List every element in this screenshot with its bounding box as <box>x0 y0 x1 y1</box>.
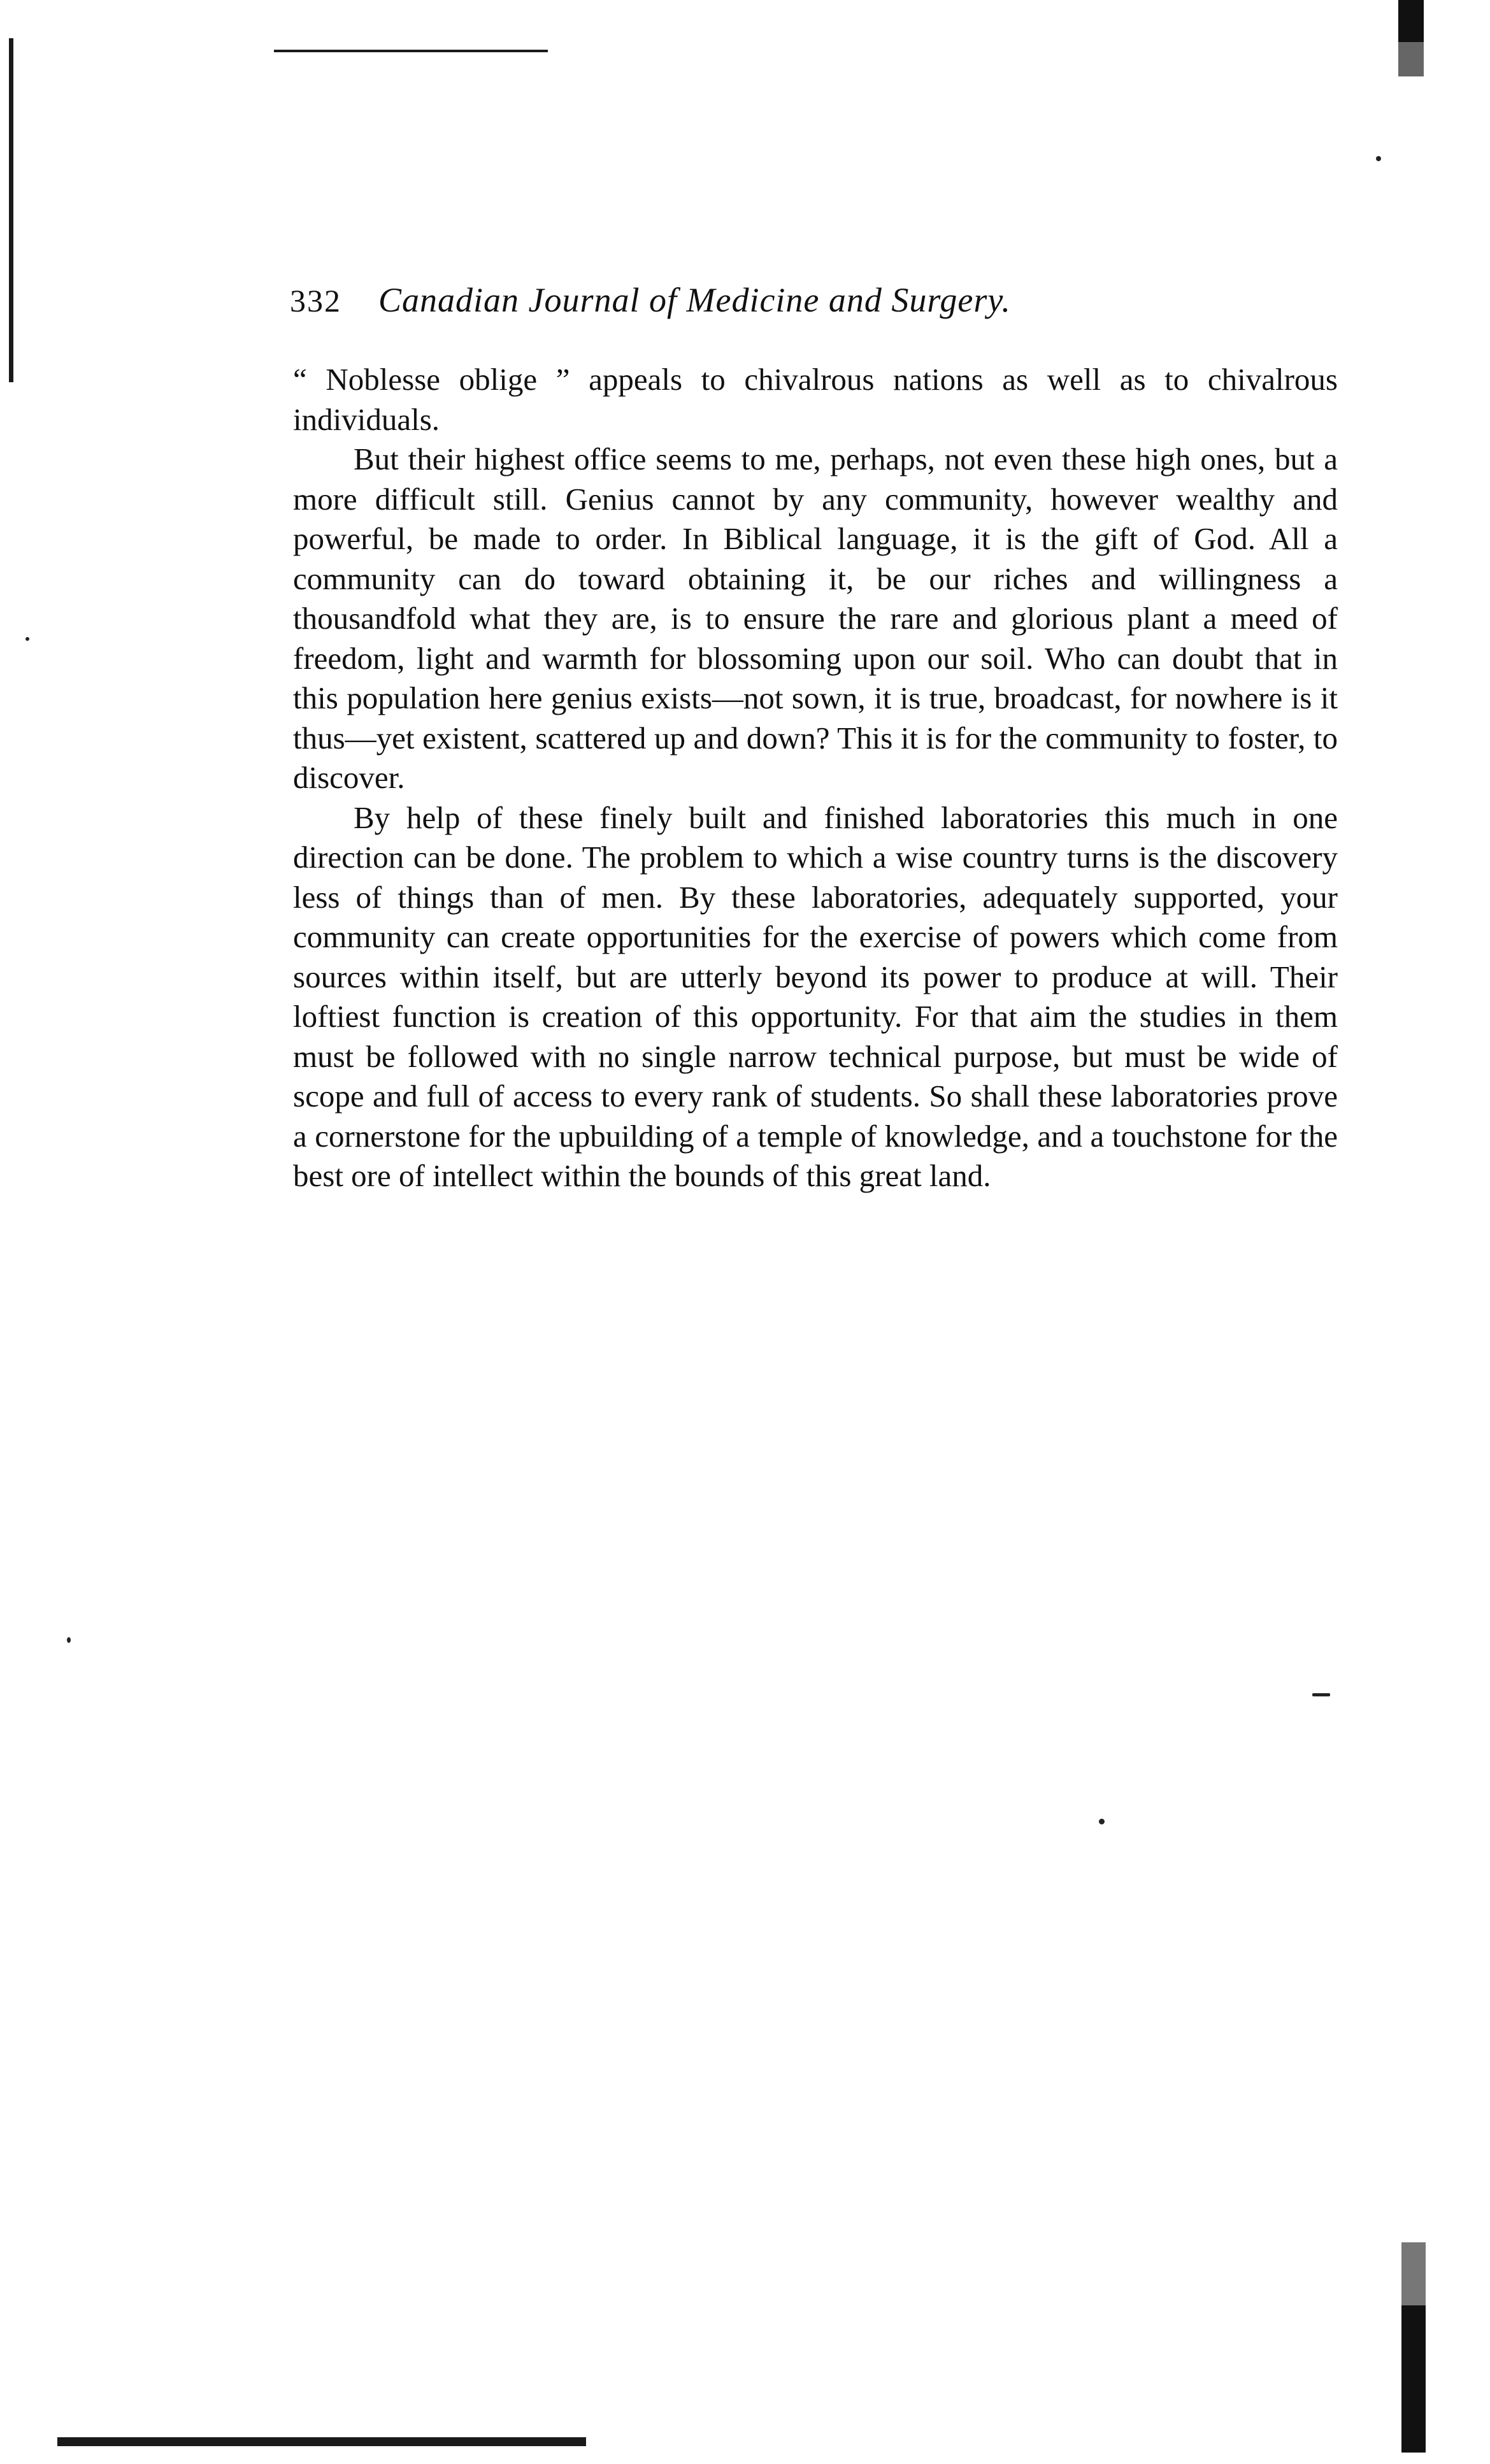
scan-speck <box>25 637 29 641</box>
running-header <box>290 280 1335 331</box>
scan-bottom-rule <box>57 2437 586 2446</box>
scan-speck <box>67 1637 71 1643</box>
scan-edge-mark <box>9 38 13 382</box>
scan-speck <box>1099 1819 1105 1824</box>
scan-binding-shadow-top <box>1398 0 1424 76</box>
paragraph: “ Noblesse oblige ” appeals to chivalrous nations as well as to chivalrous individuals. <box>293 362 1338 437</box>
paragraph: But their highest office seems to me, perhaps, not even these high ones, but a more difficult still. Genius cannot by any community, however wealthy and powerful, be made to order. In Biblical language, it is the gift of God. All a community can do toward obtaining it, be our riches and willingness a thousandfold what they are, is to ensure the rare and glorious plant a meed of freedom, light and warmth for blossoming upon our soil. Who can doubt that in this population here genius exists—not sown, it is true, broadcast, for nowhere is it thus—yet existent, scattered up and down? This it is for the community to foster, to discover. <box>293 441 1338 795</box>
paragraph: By help of these finely built and finished laboratories this much in one direction can be done. The problem to which a wise country turns is the discovery less of things than of men. By these laboratories, adequately supported, your community can create opportunities for the exercise of powers which come from sources within itself, but are utterly beyond its power to produce at will. Their loftiest function is creation of this opportunity. For that aim the studies in them must be followed with no single narrow technical purpose, but must be wide of scope and full of access to every rank of students. So shall these laboratories prove a cornerstone for the upbuilding of a temple of knowledge, and a touchstone for the best ore of intellect within the bounds of this great land. <box>293 799 1338 1193</box>
journal-title: Canadian Journal of Medicine and Surgery. <box>378 281 1011 319</box>
article-body <box>293 360 1338 1196</box>
scan-binding-shadow-bottom <box>1401 2242 1426 2453</box>
scan-speck <box>1376 156 1381 161</box>
scan-top-mark <box>274 50 548 52</box>
page-number: 332 <box>290 283 341 319</box>
scan-speck <box>1312 1693 1330 1696</box>
